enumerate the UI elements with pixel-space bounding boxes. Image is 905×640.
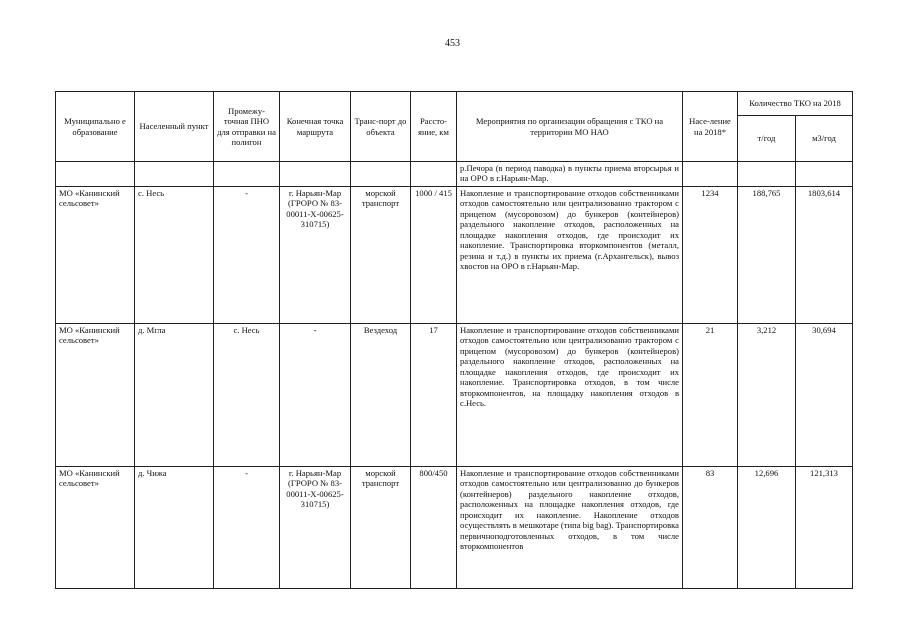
header-m3-per-year: м3/год (796, 116, 853, 162)
table-row (56, 324, 853, 467)
cell-population: 1234 (683, 187, 738, 324)
cell-settlement: д. Чижа (135, 467, 214, 589)
cell-settlement: д. Мгла (135, 324, 214, 467)
cell-tons-per-year: 3,212 (738, 324, 796, 467)
cell-municipality (56, 162, 135, 187)
cell-m3-per-year: 30,694 (796, 324, 853, 467)
cell-end-point (280, 162, 351, 187)
cell-tons-per-year (738, 162, 796, 187)
cell-settlement (135, 162, 214, 187)
cell-intermediate: с. Несь (214, 324, 280, 467)
cell-intermediate: - (214, 187, 280, 324)
cell-m3-per-year: 121,313 (796, 467, 853, 589)
cell-population: 21 (683, 324, 738, 467)
cell-municipality: МО «Канинский сельсовет» (56, 187, 135, 324)
cell-municipality: МО «Канинский сельсовет» (56, 467, 135, 589)
cell-tons-per-year: 188,765 (738, 187, 796, 324)
cell-measures: р.Печора (в период паводка) в пункты приема вторсырья и на ОРО в г.Нарьян-Мар. (457, 162, 683, 187)
cell-municipality: МО «Канинский сельсовет» (56, 324, 135, 467)
header-transport: Транс-порт до объекта (351, 92, 411, 162)
header-municipality: Муниципально е образование (56, 92, 135, 162)
cell-population (683, 162, 738, 187)
table-row (56, 467, 853, 589)
table-row (56, 187, 853, 324)
header-population: Насе-ление на 2018* (683, 92, 738, 162)
cell-measures: Накопление и транспортирование отходов собственниками отходов самостоятельно или централизованно трактором с прицепом (мусоровозом) до бункеров (контейнеров) раздельного накопление отходов, расположенных на площадке накопления отходов, где происходит их накопление. Транспортировка отходов, в том числе вторкомпонентов, на площадку накопления отходов в с.Несь. (457, 324, 683, 467)
page-number: 453 (445, 38, 460, 49)
cell-intermediate (214, 162, 280, 187)
cell-transport (351, 162, 411, 187)
cell-m3-per-year: 1803,614 (796, 187, 853, 324)
header-end-point: Конечная точка маршрута (280, 92, 351, 162)
header-tons-per-year: т/год (738, 116, 796, 162)
cell-distance: 800/450 (411, 467, 457, 589)
table-header (56, 92, 853, 162)
header-quantity: Количество ТКО на 2018 (738, 92, 853, 116)
header-intermediate: Промежу-точная ПНО для отправки на полигон (214, 92, 280, 162)
cell-distance: 1000 / 415 (411, 187, 457, 324)
cell-settlement: с. Несь (135, 187, 214, 324)
cell-distance (411, 162, 457, 187)
cell-measures: Накопление и транспортирование отходов собственниками отходов самостоятельно или централизованно до бункеров (контейнеров) раздельного накопление отходов, расположенных на площадке накопления отходов, где происходит их накопление. Накопление отходов осуществлять в мешкотаре (типа big bag). Транспортировка первичноподготовленных отходов, в том числе вторкомпонентов (457, 467, 683, 589)
cell-transport: Вездеход (351, 324, 411, 467)
cell-measures: Накопление и транспортирование отходов собственниками отходов самостоятельно или централизованно трактором с прицепом (мусоровозом) до бункеров (контейнеров) раздельного накопление отходов, расположенных на площадке накопления отходов, где происходит их накопление. Транспортировка вторкомпонентов (металл, резина и т.д.) в пункты их приема (г.Архангельск), вывоз хвостов на ОРО в г.Нарьян-Мар. (457, 187, 683, 324)
cell-distance: 17 (411, 324, 457, 467)
header-settlement: Населенный пункт (135, 92, 214, 162)
cell-end-point: г. Нарьян-Мар (ГРОРО № 83-00011-Х-00625-310715) (280, 187, 351, 324)
cell-end-point: - (280, 324, 351, 467)
header-distance: Рассто-яние, км (411, 92, 457, 162)
cell-intermediate: - (214, 467, 280, 589)
tko-table (55, 91, 853, 589)
cell-tons-per-year: 12,696 (738, 467, 796, 589)
cell-transport: морской транспорт (351, 187, 411, 324)
table-row (56, 162, 853, 187)
cell-population: 83 (683, 467, 738, 589)
header-measures: Мероприятия по организации обращения с ТКО на территории МО НАО (457, 92, 683, 162)
cell-end-point: г. Нарьян-Мар (ГРОРО № 83-00011-Х-00625-310715) (280, 467, 351, 589)
cell-m3-per-year (796, 162, 853, 187)
cell-transport: морской транспорт (351, 467, 411, 589)
